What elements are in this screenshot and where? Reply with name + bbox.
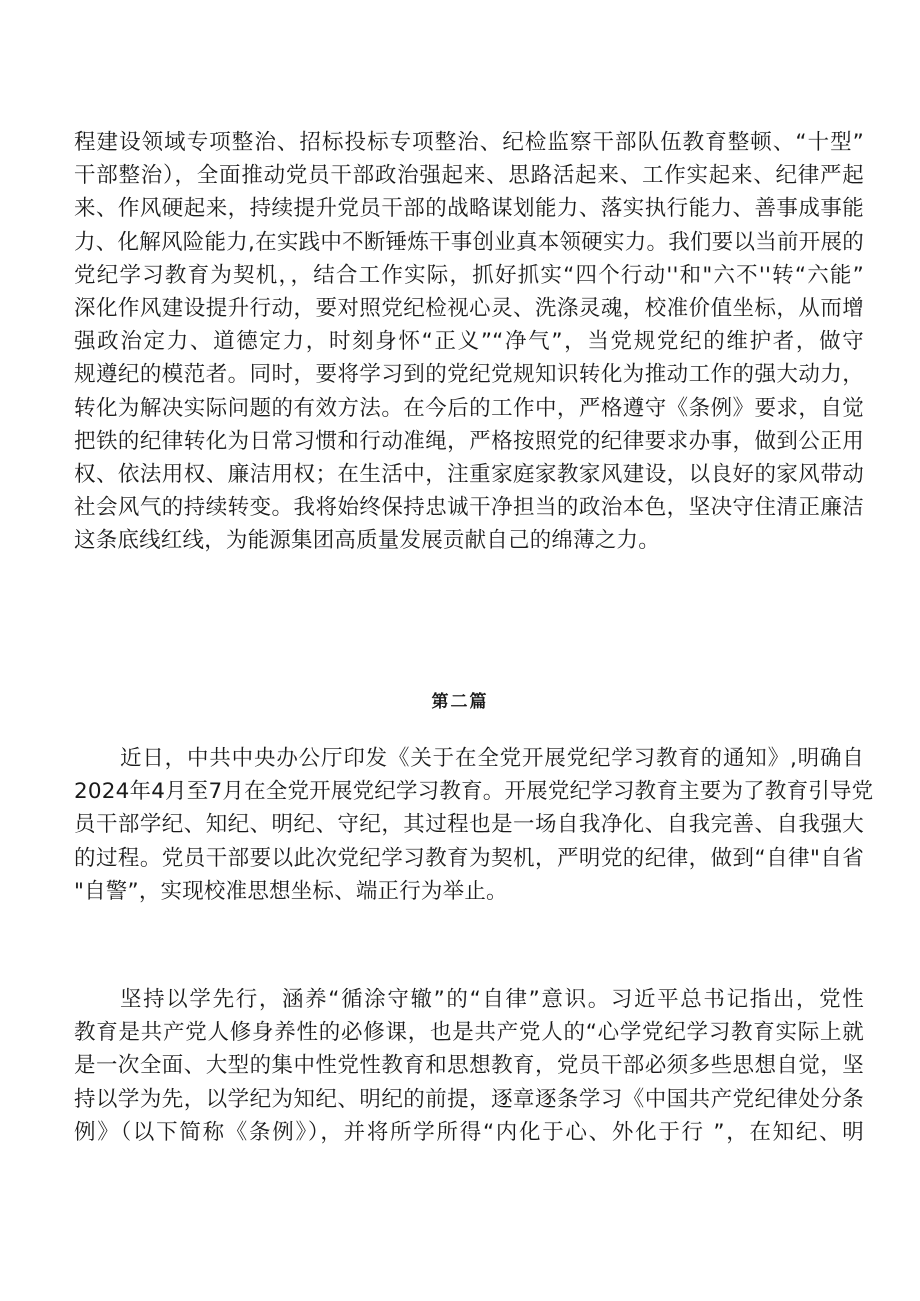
- text-line: 强政治定力、道德定力，时刻身怀“正义”“净气”，当党规党纪的维护者，做守: [74, 329, 864, 355]
- text-line: 转化为解决实际问题的有效方法。在今后的工作中，严格遵守《条例》要求，自觉: [74, 395, 864, 421]
- text-line: 坚持以学先行，涵养“循涂守辙”的“自律”意识。习近平总书记指出，党性: [120, 987, 864, 1012]
- text-line: "自警”，实现校准思想坐标、端正行为举止。: [74, 878, 508, 904]
- text-line: 规遵纪的模范者。同时，要将学习到的党纪党规知识转化为推动工作的强大动力，: [74, 362, 864, 388]
- text-line: 深化作风建设提升行动，要对照党纪检视心灵、洗涤灵魂，校准价值坐标，从而增: [74, 296, 864, 322]
- paragraph-study-first: [74, 983, 864, 1149]
- text-line: 力、化解风险能力,在实践中不断锤炼干事创业真本领硬实力。我们要以当前开展的: [74, 229, 864, 255]
- text-line: 社会风气的持续转变。我将始终保持忠诚干净担当的政治本色，坚决守住清正廉洁: [74, 495, 864, 521]
- text-line: 这条底线红线，为能源集团高质量发展贡献自己的绵薄之力。: [74, 528, 660, 554]
- text-line: 来、作风硬起来，持续提升党员干部的战略谋划能力、落实执行能力、善事成事能: [74, 196, 864, 222]
- text-line: 教育是共产党人修身养性的必修课，也是共产党人的“心学党纪学习教育实际上就: [74, 1020, 864, 1046]
- paragraph-intro: [74, 742, 874, 908]
- text-line: 的过程。党员干部要以此次党纪学习教育为契机，严明党的纪律，做到“自律"自省: [74, 845, 864, 871]
- text-line: 例》（以下简称《条例》），并将所学所得“内化于心、外化于行 ”，在知纪、明: [74, 1119, 864, 1145]
- paragraph-continuation: [74, 126, 864, 558]
- section-title: 第二篇: [431, 692, 489, 712]
- text-line: 干部整治），全面推动党员干部政治强起来、思路活起来、工作实起来、纪律严起: [74, 163, 864, 189]
- text-line: 权、依法用权、廉洁用权；在生活中，注重家庭家教家风建设，以良好的家风带动: [74, 462, 864, 488]
- text-line: 持以学为先，以学纪为知纪、明纪的前提，逐章逐条学习《中国共产党纪律处分条: [74, 1086, 864, 1112]
- text-line: 近日，中共中央办公厅印发《关于在全党开展党纪学习教育的通知》,明确自: [120, 746, 864, 771]
- text-line: 员干部学纪、知纪、明纪、守纪，其过程也是一场自我净化、自我完善、自我强大: [74, 812, 864, 838]
- text-line: 2024年4月至7月在全党开展党纪学习教育。开展党纪学习教育主要为了教育引导党: [74, 779, 874, 805]
- text-line: 是一次全面、大型的集中性党性教育和思想教育，党员干部必须多些思想自觉，坚: [74, 1053, 864, 1079]
- text-line: 程建设领域专项整治、招标投标专项整治、纪检监察干部队伍教育整顿、“十型”: [74, 130, 864, 155]
- text-line: 党纪学习教育为契机，，结合工作实际，抓好抓实“四个行动''和"六不''转“六能”: [74, 262, 864, 288]
- text-line: 把铁的纪律转化为日常习惯和行动准绳，严格按照党的纪律要求办事，做到公正用: [74, 428, 864, 454]
